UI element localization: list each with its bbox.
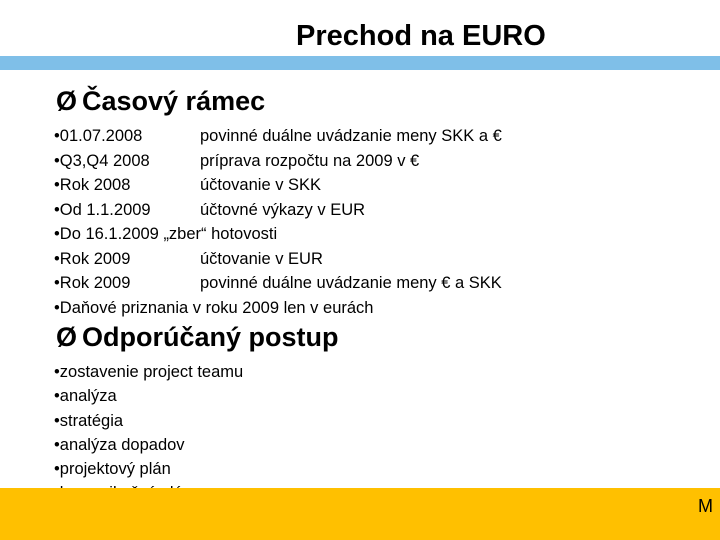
section-heading-label: Časový rámec [82,86,266,116]
timeline-row-when: •Q3,Q4 2008 [54,151,150,170]
timeline-row-when: •Rok 2008 [54,176,131,194]
timeline-row-what: účtovanie v EUR [200,249,323,268]
section-heading-procedure [56,324,339,351]
arrow-bullet-icon: Ø [56,86,78,116]
timeline-row-what: povinné duálne uvádzanie meny € a SKK [200,274,502,292]
procedure-item: •analýza dopadov [54,435,185,454]
procedure-item: •analýza [54,387,117,406]
timeline-row-when: •Rok 2009 [54,274,131,292]
timeline-row-when: •Do 16.1.2009 „zber“ hotovosti [54,225,278,243]
timeline-row-what: účtovanie v SKK [200,176,322,194]
page-title: Prechod na EURO [296,20,546,52]
footer-accent-bar [0,488,720,540]
arrow-bullet-icon: Ø [56,322,78,352]
timeline-row-when: •Od 1.1.2009 [54,200,151,219]
timeline-row-when: •Rok 2009 [54,249,131,268]
section-heading-timeframe [56,88,265,115]
procedure-list [54,360,243,506]
procedure-item: •projektový plán [54,460,171,479]
timeline-row-when: •01.07.2008 [54,127,143,145]
timeline-row-what: účtovné výkazy v EUR [200,200,366,219]
corner-logo-mark: M [698,496,713,516]
section-heading-label: Odporúčaný postup [82,322,339,352]
timeline-row-what: príprava rozpočtu na 2009 v € [200,151,420,170]
timeline-row-what: povinné duálne uvádzanie meny SKK a € [200,127,502,145]
procedure-item: •zostavenie project teamu [54,363,244,381]
header-accent-bar [0,56,720,70]
procedure-item: •stratégia [54,411,124,430]
timeline-row-when: •Daňové priznania v roku 2009 len v eurách [54,298,374,317]
